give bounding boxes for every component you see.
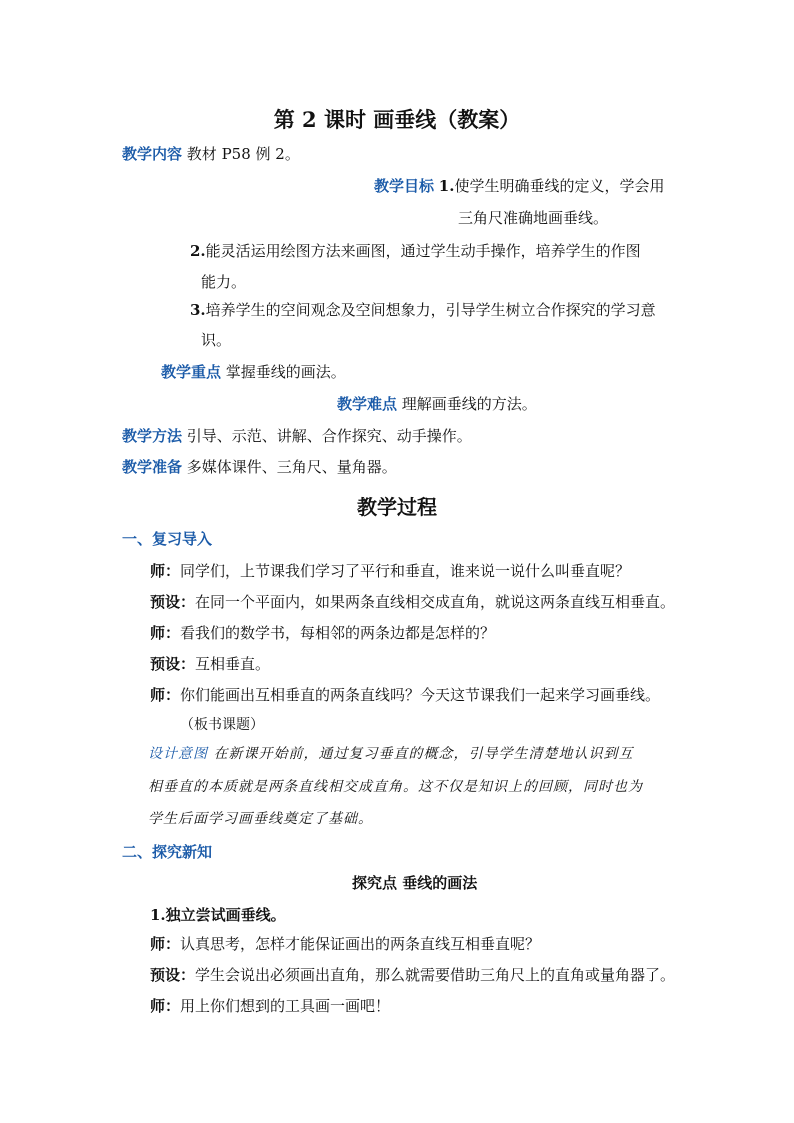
preset-label: 预设：	[150, 655, 196, 673]
teacher-text: 看我们的数学书，每相邻的两条边都是怎样的？	[180, 624, 496, 642]
goal-1-text-line1: 使学生明确垂线的定义，学会用	[454, 177, 665, 195]
teaching-difficulty-text: 理解画垂线的方法。	[401, 395, 537, 413]
section2-teacher-1	[150, 934, 540, 954]
design-intent-text: 在新课开始前，通过复习垂直的概念，引导学生清楚地认识到互	[213, 746, 634, 762]
goal-2-text-line2: 能力。	[201, 273, 247, 291]
teaching-goal-2	[190, 241, 641, 261]
preset-text: 在同一个平面内，如果两条直线相交成直角，就说这两条直线互相垂直。	[195, 593, 676, 611]
teaching-goal-3	[190, 300, 656, 320]
goal-1-text-line2: 三角尺准确地画垂线。	[458, 209, 609, 227]
preset-text: 互相垂直。	[195, 655, 271, 673]
section1-teacher-2	[150, 623, 495, 643]
step-1: 1.独立尝试画垂线。	[150, 906, 286, 924]
preset-label: 预设：	[150, 966, 196, 984]
teaching-content-text: 教材 P58 例 2。	[186, 145, 300, 163]
teaching-content	[122, 144, 300, 164]
preset-label: 预设：	[150, 593, 196, 611]
teacher-text: 你们能画出互相垂直的两条直线吗？今天这节课我们一起来学习画垂线。	[180, 686, 661, 704]
teaching-preparation	[122, 457, 397, 477]
teaching-key-label: 教学重点	[161, 363, 222, 381]
teaching-prep-label: 教学准备	[122, 458, 183, 476]
teaching-method-label: 教学方法	[122, 427, 183, 445]
board-note: （板书课题）	[180, 717, 264, 733]
design-intent-line1	[148, 744, 633, 764]
design-intent-line3: 学生后面学习画垂线奠定了基础。	[148, 811, 373, 827]
section1-teacher-1	[150, 561, 630, 581]
goal-1-number: 1.	[438, 177, 455, 195]
section2-heading: 二、探究新知	[122, 843, 213, 861]
process-heading: 教学过程	[357, 495, 437, 519]
section1-teacher-3	[150, 685, 660, 705]
teacher-text: 用上你们想到的工具画一画吧！	[180, 997, 391, 1015]
teaching-key-point	[161, 362, 346, 382]
section2-teacher-2	[150, 996, 390, 1016]
teaching-key-text: 掌握垂线的画法。	[225, 363, 346, 381]
preset-text: 学生会说出必须画出直角，那么就需要借助三角尺上的直角或量角器了。	[195, 966, 676, 984]
design-intent-label: 设计意图	[148, 746, 208, 762]
teacher-label: 师：	[150, 935, 181, 953]
goal-2-text-line1: 能灵活运用绘图方法来画图，通过学生动手操作，培养学生的作图	[205, 242, 641, 260]
teacher-label: 师：	[150, 624, 181, 642]
teacher-text: 同学们，上节课我们学习了平行和垂直，谁来说一说什么叫垂直呢？	[180, 562, 631, 580]
teacher-label: 师：	[150, 997, 181, 1015]
goal-3-text-line1: 培养学生的空间观念及空间想象力，引导学生树立合作探究的学习意	[205, 301, 656, 319]
explore-point-title: 探究点 垂线的画法	[352, 874, 478, 892]
goal-2-number: 2.	[190, 242, 206, 260]
teacher-text: 认真思考，怎样才能保证画出的两条直线互相垂直呢？	[180, 935, 541, 953]
section1-preset-2	[150, 654, 270, 674]
teaching-prep-text: 多媒体课件、三角尺、量角器。	[186, 458, 397, 476]
teaching-content-label: 教学内容	[122, 145, 183, 163]
teaching-goal-label: 教学目标	[374, 177, 435, 195]
section1-preset-1	[150, 592, 675, 612]
page-title: 第 2 课时 画垂线（教案）	[273, 107, 521, 132]
teacher-label: 师：	[150, 686, 181, 704]
section1-heading: 一、复习导入	[122, 530, 213, 548]
design-intent-line2: 相垂直的本质就是两条直线相交成直角。这不仅是知识上的回顾，同时也为	[148, 779, 643, 795]
section2-preset-1	[150, 965, 675, 985]
goal-3-number: 3.	[190, 301, 206, 319]
goal-3-text-line2: 识。	[201, 331, 232, 349]
teaching-difficulty	[337, 394, 537, 414]
teaching-goal-1	[374, 176, 664, 196]
teacher-label: 师：	[150, 562, 181, 580]
teaching-method	[122, 426, 472, 446]
teaching-difficulty-label: 教学难点	[337, 395, 398, 413]
teaching-method-text: 引导、示范、讲解、合作探究、动手操作。	[186, 427, 472, 445]
